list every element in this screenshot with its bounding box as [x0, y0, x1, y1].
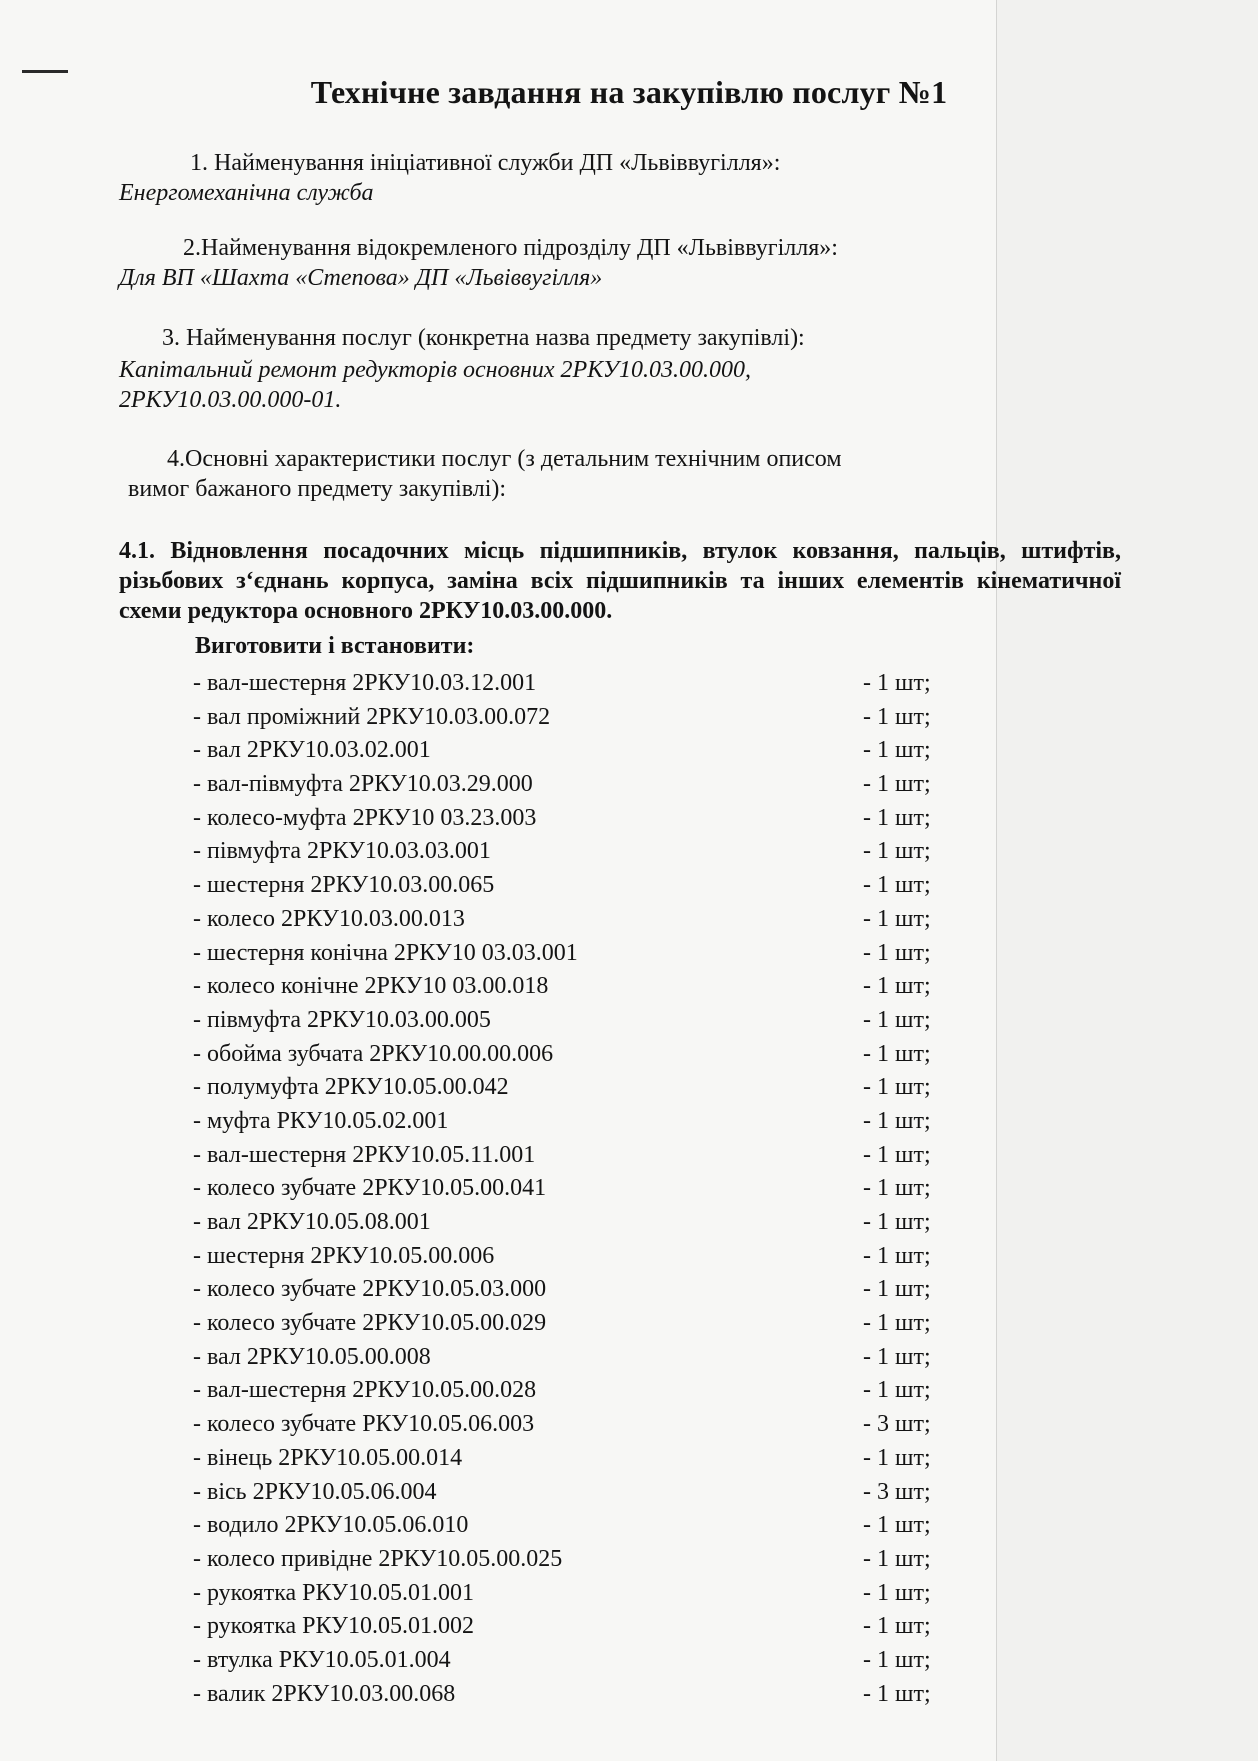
scan-bleed-strip [996, 0, 1258, 1761]
margin-mark [22, 70, 68, 73]
item-qty: - 1 шт; [863, 1613, 931, 1640]
item-name: - вал 2РКУ10.03.02.001 [193, 737, 431, 764]
list-item [193, 1476, 953, 1510]
list-item [193, 1374, 953, 1408]
item-name: - колесо зубчате 2РКУ10.05.00.029 [193, 1310, 547, 1337]
item-qty: - 1 шт; [863, 1310, 931, 1337]
item-qty: - 1 шт; [863, 1512, 931, 1539]
section-1-value: Енергомеханічна служба [119, 180, 374, 206]
item-qty: - 1 шт; [863, 1107, 931, 1134]
item-name: - валик 2РКУ10.03.00.068 [193, 1680, 456, 1707]
item-name: - рукоятка РКУ10.05.01.001 [193, 1579, 475, 1606]
list-item [193, 835, 953, 869]
item-name: - вал-шестерня 2РКУ10.03.12.001 [193, 670, 537, 696]
item-name: - колесо-муфта 2РКУ10 03.23.003 [193, 804, 537, 831]
item-qty: - 1 шт; [863, 905, 931, 932]
item-name: - вісь 2РКУ10.05.06.004 [193, 1478, 437, 1505]
item-qty: - 1 шт; [863, 1343, 931, 1370]
item-qty: - 1 шт; [863, 1141, 931, 1168]
item-qty: - 1 шт; [863, 1377, 931, 1404]
list-item [193, 1543, 953, 1577]
list-item [193, 1442, 953, 1476]
list-item [193, 1678, 953, 1712]
item-name: - водило 2РКУ10.05.06.010 [193, 1512, 469, 1539]
section-1-label: 1. Найменування ініціативної служби ДП «Львіввугілля»: [190, 150, 781, 176]
list-item [193, 1105, 953, 1139]
list-item [193, 1038, 953, 1072]
item-qty: - 1 шт; [863, 1242, 931, 1269]
list-item [193, 1071, 953, 1105]
list-item [193, 1341, 953, 1375]
item-name: - колесо привідне 2РКУ10.05.00.025 [193, 1545, 563, 1572]
item-name: - шестерня 2РКУ10.05.00.006 [193, 1242, 495, 1269]
list-item [193, 937, 953, 971]
item-qty: - 1 шт; [863, 872, 931, 899]
item-qty: - 1 шт; [863, 1646, 931, 1673]
list-item [193, 1139, 953, 1173]
item-name: - півмуфта 2РКУ10.03.00.005 [193, 1006, 491, 1033]
item-qty: - 1 шт; [863, 1444, 931, 1471]
list-item [193, 1644, 953, 1678]
item-qty: - 1 шт; [863, 1074, 931, 1101]
item-qty: - 1 шт; [863, 1040, 931, 1067]
list-item [193, 802, 953, 836]
list-item [193, 1004, 953, 1038]
item-name: - колесо конічне 2РКУ10 03.00.018 [193, 973, 549, 1000]
item-name: - муфта РКУ10.05.02.001 [193, 1107, 449, 1134]
item-qty: - 1 шт; [863, 1545, 931, 1572]
item-qty: - 3 шт; [863, 1411, 931, 1438]
item-name: - вал 2РКУ10.05.00.008 [193, 1343, 431, 1370]
section-4-1-text: 4.1. Відновлення посадочних місць підшипників, втулок ковзання, пальців, штифтів, різьбових з‘єднань корпуса, заміна всіх підшипників та інших елементів кінематичної схеми редуктора основного 2РКУ10.03.00.000. [119, 538, 1121, 624]
item-qty: - 1 шт; [863, 838, 931, 865]
item-name: - полумуфта 2РКУ10.05.00.042 [193, 1074, 509, 1101]
item-name: - вал-шестерня 2РКУ10.05.00.028 [193, 1377, 537, 1404]
item-name: - вал-шестерня 2РКУ10.05.11.001 [193, 1141, 536, 1168]
item-qty: - 1 шт; [863, 703, 931, 730]
item-name: - вал проміжний 2РКУ10.03.00.072 [193, 703, 551, 730]
item-qty: - 1 шт; [863, 1209, 931, 1235]
item-name: - колесо 2РКУ10.03.00.013 [193, 905, 465, 932]
list-item [193, 667, 953, 701]
item-qty: - 1 шт; [863, 804, 931, 831]
list-item [193, 1206, 953, 1240]
section-4-label-line2: вимог бажаного предмету закупівлі): [128, 476, 507, 502]
item-name: - вал 2РКУ10.05.08.001 [193, 1209, 431, 1235]
section-3-label: 3. Найменування послуг (конкретна назва предмету закупівлі): [162, 325, 805, 351]
section-3-value-line2: 2РКУ10.03.00.000-01. [119, 387, 342, 413]
item-qty: - 1 шт; [863, 670, 931, 696]
section-3-value-line1: Капітальний ремонт редукторів основних 2РКУ10.03.00.000, [119, 357, 751, 383]
section-4-label-line1: 4.Основні характеристики послуг (з детальним технічним описом [167, 446, 842, 472]
item-name: - обойма зубчата 2РКУ10.00.00.006 [193, 1040, 554, 1067]
make-install-label: Виготовити і встановити: [195, 633, 475, 659]
list-item [193, 1509, 953, 1543]
item-name: - шестерня 2РКУ10.03.00.065 [193, 872, 495, 899]
item-name: - півмуфта 2РКУ10.03.03.001 [193, 838, 491, 865]
item-name: - вал-півмуфта 2РКУ10.03.29.000 [193, 771, 533, 798]
item-qty: - 1 шт; [863, 973, 931, 1000]
list-item [193, 1307, 953, 1341]
item-name: - втулка РКУ10.05.01.004 [193, 1646, 451, 1673]
item-qty: - 1 шт; [863, 1175, 931, 1202]
list-item [193, 869, 953, 903]
item-qty: - 1 шт; [863, 1680, 931, 1707]
section-2-value: Для ВП «Шахта «Степова» ДП «Львіввугілля» [119, 265, 603, 291]
item-name: - колесо зубчате РКУ10.05.06.003 [193, 1411, 535, 1438]
list-item [193, 768, 953, 802]
item-qty: - 1 шт; [863, 1276, 931, 1303]
item-name: - рукоятка РКУ10.05.01.002 [193, 1613, 475, 1640]
item-name: - колесо зубчате 2РКУ10.05.03.000 [193, 1276, 547, 1303]
list-item [193, 701, 953, 735]
list-item [193, 1610, 953, 1644]
section-2-label: 2.Найменування відокремленого підрозділу ДП «Львіввугілля»: [183, 235, 838, 261]
list-item [193, 1577, 953, 1611]
list-item [193, 1240, 953, 1274]
item-name: - колесо зубчате 2РКУ10.05.00.041 [193, 1175, 547, 1202]
item-qty: - 1 шт; [863, 1006, 931, 1033]
item-qty: - 1 шт; [863, 1579, 931, 1606]
item-name: - вінець 2РКУ10.05.00.014 [193, 1444, 463, 1471]
list-item [193, 970, 953, 1004]
item-qty: - 1 шт; [863, 939, 931, 966]
item-qty: - 3 шт; [863, 1478, 931, 1505]
list-item [193, 1408, 953, 1442]
item-name: - шестерня конічна 2РКУ10 03.03.001 [193, 939, 578, 966]
item-qty: - 1 шт; [863, 771, 931, 798]
list-item [193, 1273, 953, 1307]
list-item [193, 903, 953, 937]
parts-list [193, 667, 953, 1711]
page-title: Технічне завдання на закупівлю послуг №1 [310, 74, 948, 110]
list-item [193, 734, 953, 768]
item-qty: - 1 шт; [863, 737, 931, 764]
list-item [193, 1172, 953, 1206]
